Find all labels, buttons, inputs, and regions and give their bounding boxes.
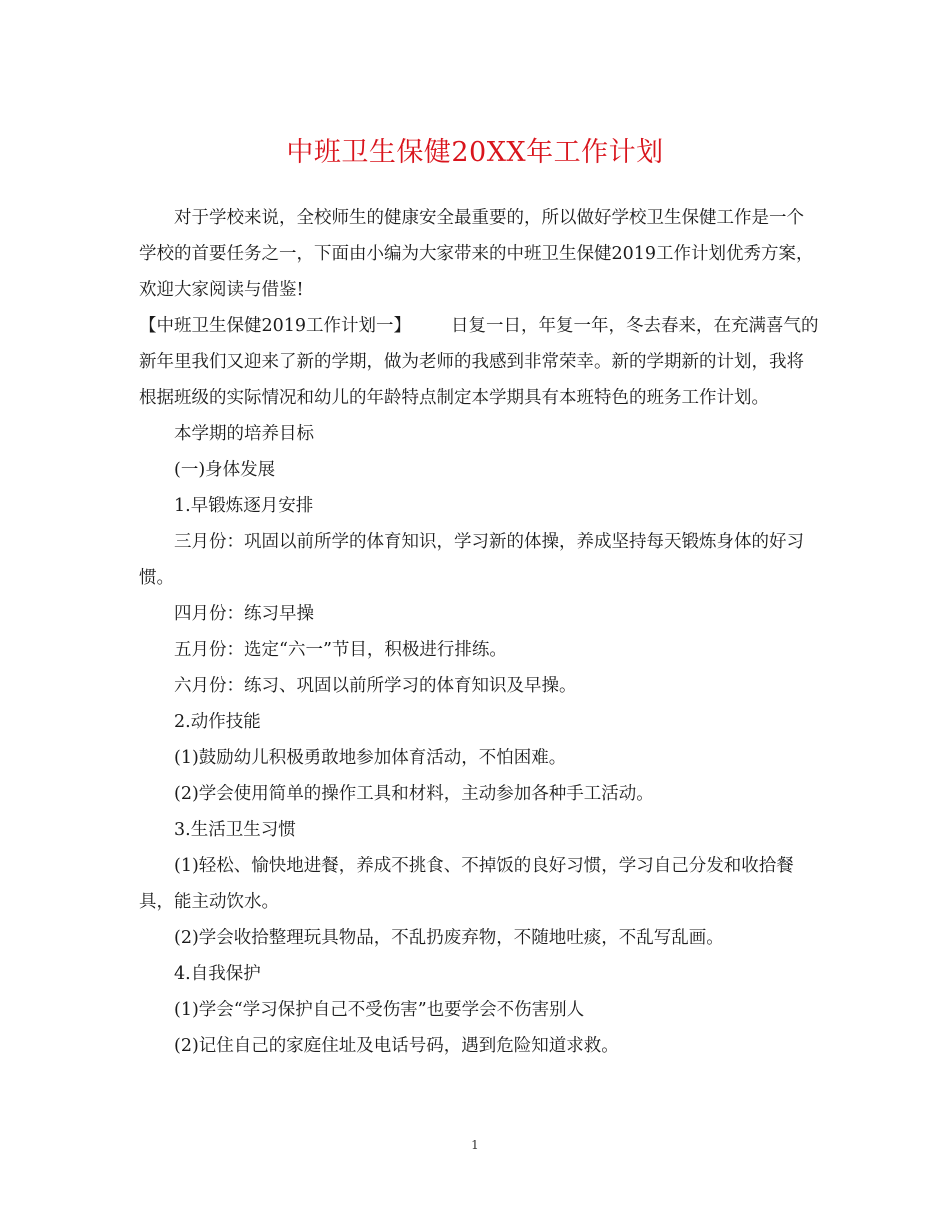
- protection-point-1: (1)学会“学习保护自己不受伤害”也要学会不伤害别人: [174, 1000, 585, 1020]
- page-number: 1: [471, 1138, 479, 1152]
- goals-heading: 本学期的培养目标: [174, 424, 314, 444]
- item-motor-skills: 2.动作技能: [174, 712, 261, 732]
- hygiene-point-1: (1)轻松、愉快地进餐，养成不挑食、不掉饭的良好习惯，学习自己分发和收拾餐具，能主动饮水。: [139, 856, 794, 912]
- hygiene-point-2: (2)学会收拾整理玩具物品，不乱扔废弃物，不随地吐痰，不乱写乱画。: [174, 928, 724, 948]
- protection-point-2: (2)记住自己的家庭住址及电话号码，遇到危险知道求救。: [174, 1036, 619, 1056]
- month-june: 六月份：练习、巩固以前所学习的体育知识及早操。: [174, 676, 577, 696]
- item-morning-exercise: 1.早锻炼逐月安排: [174, 496, 314, 516]
- month-april: 四月份：练习早操: [174, 604, 314, 624]
- document-title: 中班卫生保健20XX年工作计划: [286, 137, 664, 168]
- month-march: 三月份：巩固以前所学的体育知识，学习新的体操，养成坚持每天锻炼身体的好习惯。: [139, 532, 804, 588]
- item-hygiene-habits: 3.生活卫生习惯: [174, 820, 296, 840]
- intro-paragraph: 对于学校来说，全校师生的健康安全最重要的，所以做好学校卫生保健工作是一个学校的首要任务之一，下面由小编为大家带来的中班卫生保健2019工作计划优秀方案，欢迎大家阅读与借鉴!: [139, 208, 814, 300]
- document-body: [139, 200, 819, 1064]
- section-heading: 【中班卫生保健2019工作计划一】: [139, 316, 412, 336]
- month-may: 五月份：选定“六一”节目，积极进行排练。: [174, 640, 507, 660]
- section-text: 日复一日，年复一年，冬去春来，在充满喜气的新年里我们又迎来了新的学期，做为老师的我感到非常荣幸。新的学期新的计划，我将根据班级的实际情况和幼儿的年龄特点制定本学期具有本班特色的班务工作计划。: [139, 316, 819, 408]
- motor-skills-point-1: (1)鼓励幼儿积极勇敢地参加体育活动，不怕困难。: [174, 748, 567, 768]
- section-paragraph: [139, 308, 819, 416]
- subsection-physical: (一)身体发展: [174, 460, 276, 480]
- item-self-protection: 4.自我保护: [174, 964, 261, 984]
- motor-skills-point-2: (2)学会使用简单的操作工具和材料，主动参加各种手工活动。: [174, 784, 654, 804]
